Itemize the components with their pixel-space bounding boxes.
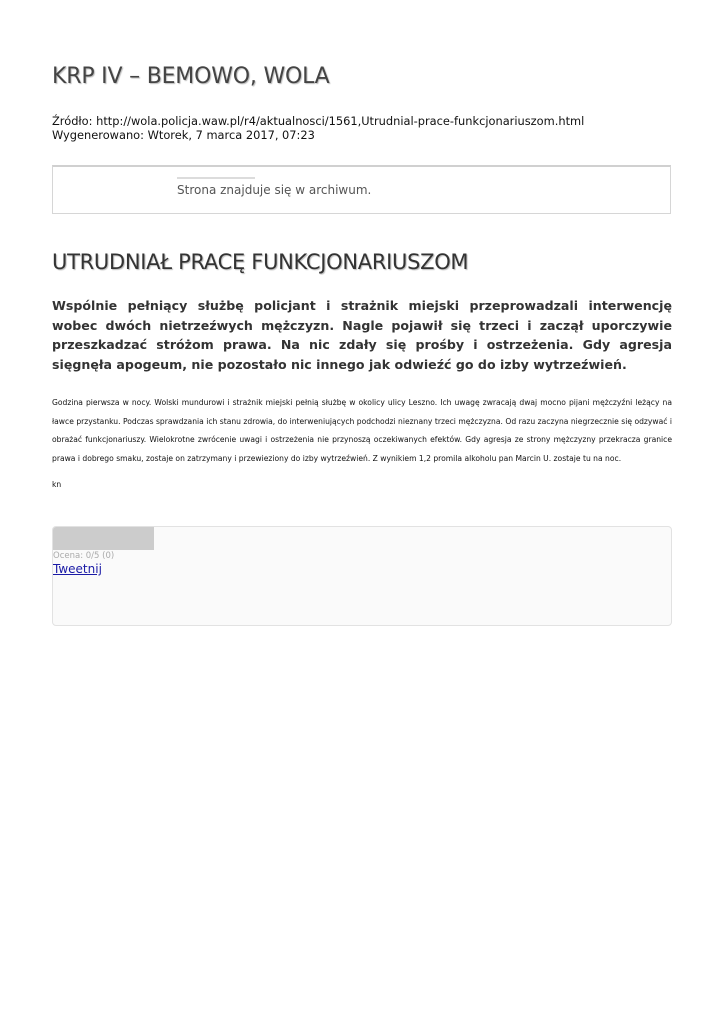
archive-notice-box [52, 165, 671, 214]
archive-divider [177, 177, 255, 179]
tweet-link[interactable]: Tweetnij [53, 562, 102, 576]
generated-date: Wygenerowano: Wtorek, 7 marca 2017, 07:23 [52, 128, 315, 142]
rating-box [52, 526, 672, 626]
rating-text: Ocena: 0/5 (0) [53, 551, 115, 561]
article-lead: Wspólnie pełniący służbę policjant i strażnik miejski przeprowadzali interwencję wobec dwóch nietrzeźwych mężczyzn. Nagle pojawił się trzeci i zaczął uporczywie przeszkadzać stróżom prawa. Na nic zdały się prośby i ostrzeżenia. Gdy agresja sięgnęła apogeum, nie pozostało nic innego jak odwieźć go do izby wytrzeźwień. [52, 298, 672, 372]
article-title: UTRUDNIAŁ PRACĘ FUNKCJONARIUSZOM [52, 250, 469, 274]
site-title: KRP IV – BEMOWO, WOLA [52, 64, 330, 89]
article-body: Godzina pierwsza w nocy. Wolski mundurowi i strażnik miejski pełnią służbę w okolicy ulicy Leszno. Ich uwagę zwracają dwaj mocno pijani mężczyźni leżący na ławce przystanku. Podczas sprawdzania ich stanu zdrowia, do interweniujących podchodzi nieznany trzeci mężczyzna. Od razu zaczyna niegrzecznie się odzywać i obrażać funkcjonariuszy. Wielokrotne zwrócenie uwagi i ostrzeżenia nie przynoszą oczekiwanych efektów. Gdy agresja ze strony mężczyzny przekracza granice prawa i dobrego smaku, zostaje on zatrzymany i przewieziony do izby wytrzeźwień. Z wynikiem 1,2 promila alkoholu pan Marcin U. zostaje tu na noc. [52, 398, 672, 463]
document-meta [52, 114, 584, 142]
rating-stars[interactable] [53, 527, 154, 550]
archive-notice: Strona znajduje się w archiwum. [177, 183, 372, 197]
source-url: Źródło: http://wola.policja.waw.pl/r4/aktualnosci/1561,Utrudnial-prace-funkcjonariuszom.html [52, 114, 585, 128]
article-author: kn [52, 480, 62, 489]
